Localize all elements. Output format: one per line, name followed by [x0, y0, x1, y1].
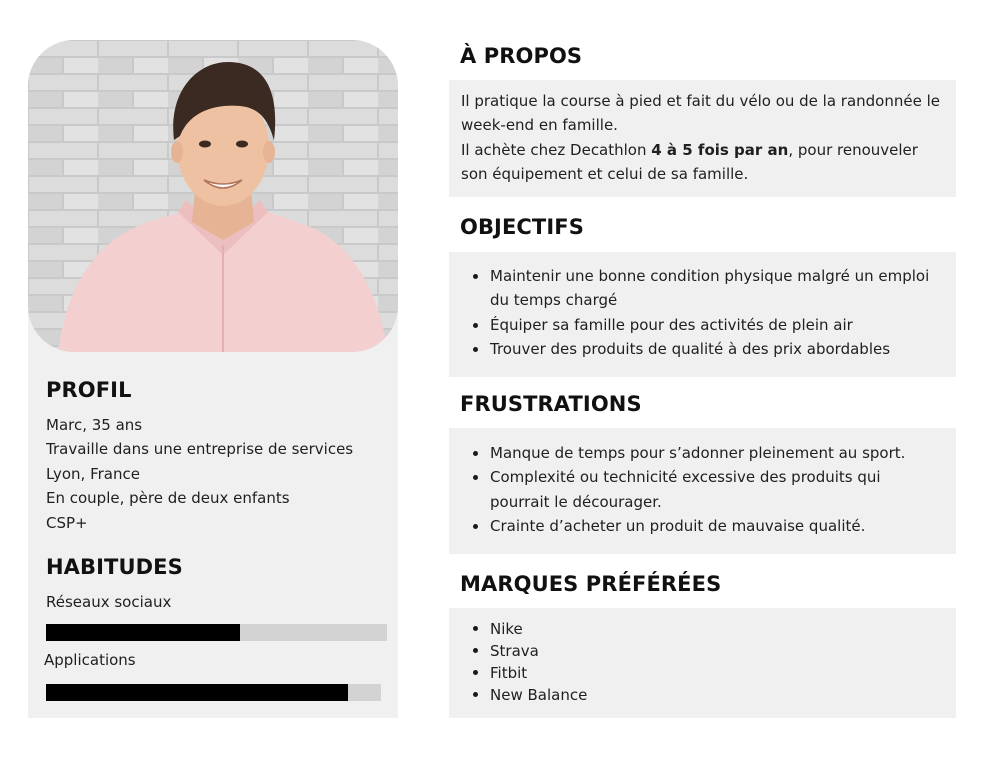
habit-label-apps: Applications: [44, 651, 136, 669]
bullet-icon: [473, 626, 478, 631]
brands-box: [449, 608, 956, 718]
frustration-text: Crainte d’acheter un produit de mauvaise qualité.: [490, 517, 866, 536]
list-item: [449, 514, 926, 538]
habit-bar-apps: [46, 684, 381, 701]
frustrations-box: [449, 428, 956, 554]
bullet-icon: [473, 524, 478, 529]
profile-occupation: Travaille dans une entreprise de services: [46, 440, 354, 459]
goals-list: [449, 252, 956, 362]
frustrations-title: FRUSTRATIONS: [460, 392, 642, 416]
brand-name: Fitbit: [490, 664, 528, 682]
list-item: [449, 662, 948, 684]
list-item: [449, 337, 948, 361]
list-item: [449, 465, 926, 514]
profile-title: PROFIL: [46, 378, 132, 402]
profile-family: En couple, père de deux enfants: [46, 489, 290, 508]
profile-details: [46, 413, 353, 535]
habits-title: HABITUDES: [46, 555, 183, 579]
habit-bar-apps-fill: [46, 684, 348, 701]
frustration-text: Manque de temps pour s’adonner pleinement au sport.: [490, 444, 906, 462]
habit-bar-social: [46, 624, 387, 641]
goal-text: Maintenir une bonne condition physique malgré un emploi du temps chargé: [490, 267, 930, 310]
goals-title: OBJECTIFS: [460, 215, 584, 239]
list-item: [449, 264, 948, 313]
profile-name-age: Marc, 35 ans: [46, 416, 143, 434]
bullet-icon: [473, 347, 478, 352]
about-title: À PROPOS: [460, 44, 583, 68]
bullet-icon: [473, 692, 478, 697]
about-text: [449, 80, 956, 187]
goal-text: Trouver des produits de qualité à des prix abordables: [490, 340, 891, 359]
profile-photo: [28, 40, 398, 352]
goal-text: Équiper sa famille pour des activités de plein air: [490, 315, 853, 334]
about-box: [449, 80, 956, 197]
bullet-icon: [473, 323, 478, 328]
goals-box: [449, 252, 956, 377]
bullet-icon: [473, 274, 478, 279]
purchase-frequency: 4 à 5 fois par an: [651, 140, 789, 159]
brand-name: Strava: [490, 642, 539, 660]
list-item: [449, 618, 948, 640]
brands-list: [449, 608, 956, 706]
brands-title: MARQUES PRÉFÉRÉES: [460, 572, 722, 596]
habit-bar-social-fill: [46, 624, 240, 641]
about-line-1: Il pratique la course à pied et fait du vélo ou de la randonnée le week-end en famille.: [461, 92, 940, 135]
bullet-icon: [473, 451, 478, 456]
bullet-icon: [473, 670, 478, 675]
list-item: [449, 441, 926, 465]
list-item: [449, 640, 948, 662]
list-item: [449, 684, 948, 706]
about-line-2-end: , pour renouveler son équipement et celui de sa famille.: [461, 140, 918, 184]
frustrations-list: [449, 428, 956, 539]
about-line-2-start: Il achète chez Decathlon: [461, 140, 652, 159]
profile-csp: CSP+: [46, 513, 88, 532]
list-item: [449, 313, 948, 337]
bullet-icon: [473, 475, 478, 480]
frustration-text: Complexité ou technicité excessive des produits qui pourrait le décourager.: [490, 468, 881, 511]
bullet-icon: [473, 648, 478, 653]
habit-label-social: Réseaux sociaux: [46, 593, 172, 611]
profile-location: Lyon, France: [46, 464, 140, 483]
brand-name: Nike: [490, 620, 523, 638]
brand-name: New Balance: [490, 686, 588, 704]
